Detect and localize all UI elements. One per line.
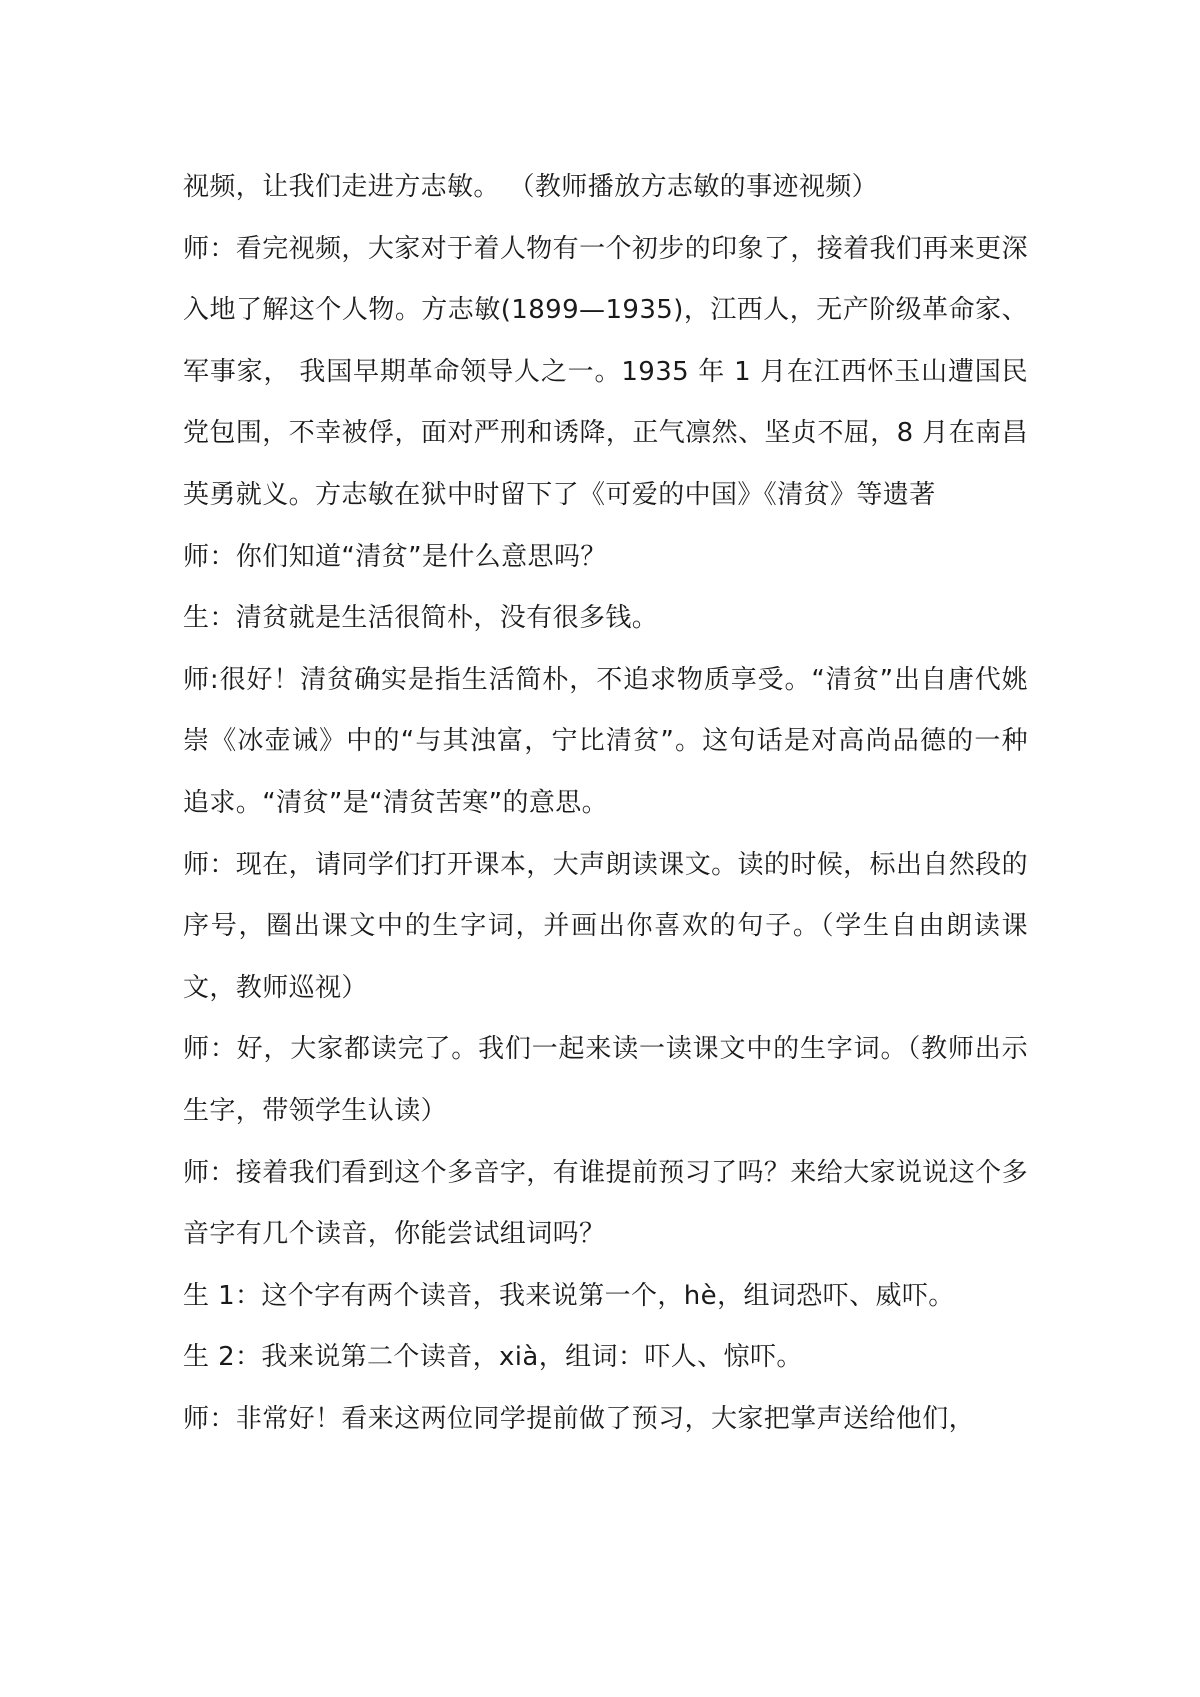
paragraph-student-2-answer: 生 2：我来说第二个读音，xià，组词：吓人、惊吓。	[183, 1342, 803, 1373]
lesson-transcript	[183, 157, 1028, 1450]
paragraph-student-1-answer: 生 1：这个字有两个读音，我来说第一个，hè，组词恐吓、威吓。	[183, 1280, 955, 1311]
paragraph-teacher-question: 师：你们知道“清贫”是什么意思吗？	[183, 541, 607, 572]
paragraph-qingpin-meaning: 师:很好！清贫确实是指生活简朴，不追求物质享受。“清贫”出自唐代姚崇《冰壶诫》中的“与其浊富，宁比清贫”。这句话是对高尚品德的一种追求。“清贫”是“清贫苦寒”的意思。	[183, 664, 1028, 818]
paragraph-teacher-praise: 师：非常好！看来这两位同学提前做了预习，大家把掌声送给他们，	[183, 1403, 976, 1434]
paragraph-reading-instruction: 师：现在，请同学们打开课本，大声朗读课文。读的时候，标出自然段的序号，圈出课文中的生字词，并画出你喜欢的句子。（学生自由朗读课文，教师巡视）	[183, 849, 1028, 1003]
paragraph-video-intro: 视频，让我们走进方志敏。 （教师播放方志敏的事迹视频）	[183, 172, 879, 202]
paragraph-fang-zhimin-bio: 师：看完视频，大家对于着人物有一个初步的印象了，接着我们再来更深入地了解这个人物。方志敏(1899—1935)，江西人，无产阶级革命家、军事家， 我国早期革命领导人之一。1935 年 1 月在江西怀玉山遭国民党包围，不幸被俘，面对严刑和诱降，正气凛然、坚贞不屈，8 月在南昌英勇就义。方志敏在狱中时留下了《可爱的中国》《清贫》等遗著	[183, 233, 1028, 510]
paragraph-student-answer: 生：清贫就是生活很简朴，没有很多钱。	[183, 603, 659, 634]
paragraph-vocabulary-reading: 师：好，大家都读完了。我们一起来读一读课文中的生字词。（教师出示生字，带领学生认读）	[183, 1034, 1028, 1126]
paragraph-polyphonic-question: 师：接着我们看到这个多音字，有谁提前预习了吗？来给大家说说这个多音字有几个读音，你能尝试组词吗？	[183, 1157, 1028, 1250]
